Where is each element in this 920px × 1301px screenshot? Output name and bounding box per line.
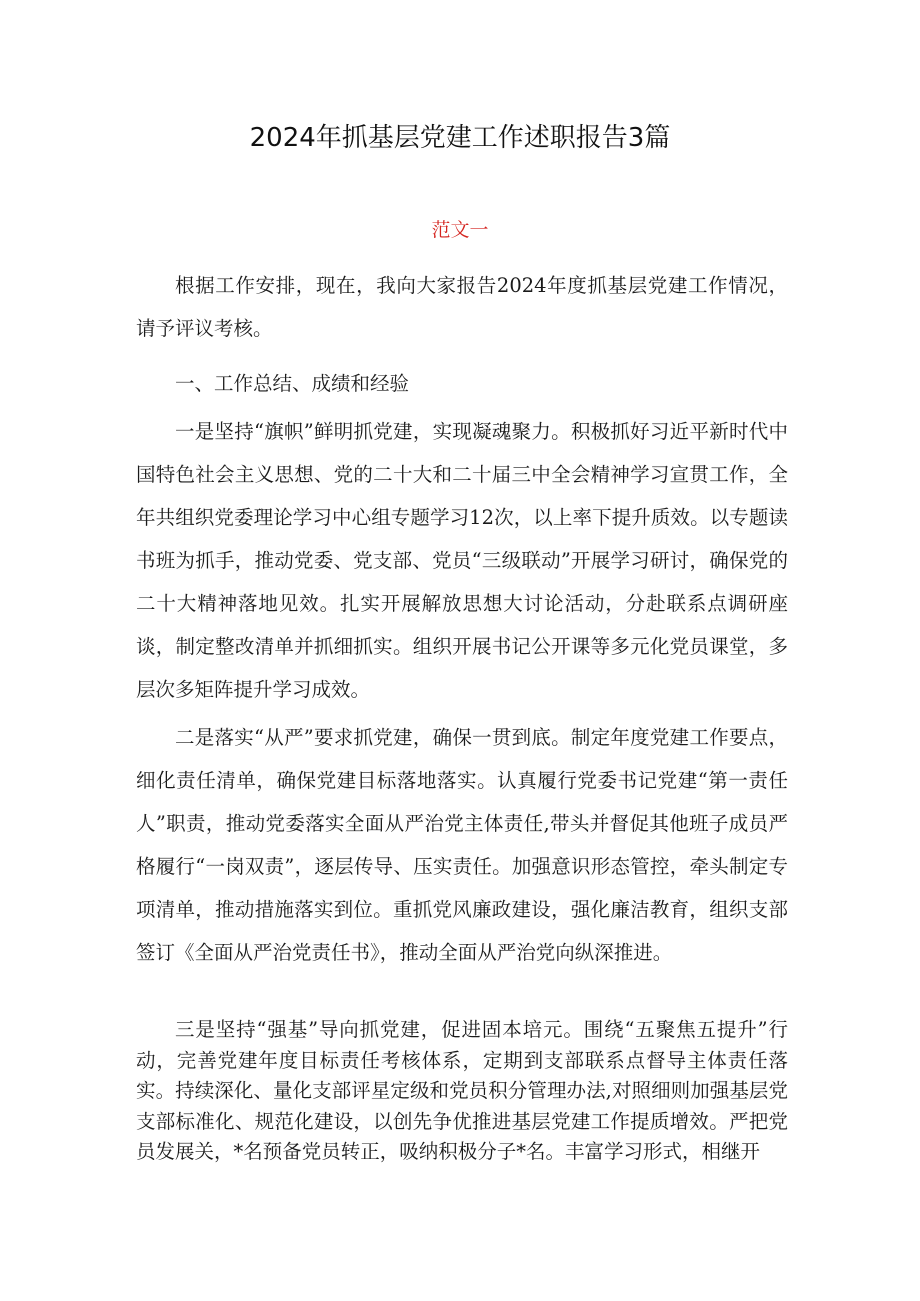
paragraph-text: 一是坚持“旗帜”鲜明抓党建，实现凝魂聚力。积极抓好习近平新时代中国特色社会主义思想、党的二十大和二十届三中全会精神学习宣贯工作，全年共组织党委理论学习中心组专题学习12次，以上率下提升质效。以专题读书班为抓手，推动党委、党支部、党员“三级联动”开展学习研讨，确保党的二十大精神落地见效。扎实开展解放思想大讨论活动，分赴联系点调研座谈，制定整改清单并抓细抓实。组织开展书记公开课等多元化党员课堂，多层次多矩阵提升学习成效。 bbox=[136, 420, 788, 701]
paragraph-point-1 bbox=[136, 410, 788, 711]
document-title: 2024年抓基层党建工作述职报告3篇 bbox=[249, 123, 671, 153]
paragraph-heading-1 bbox=[136, 362, 788, 405]
section-label: 范文一 bbox=[431, 219, 489, 241]
paragraph-point-3 bbox=[136, 1015, 788, 1168]
paragraph-text: 三是坚持“强基”导向抓党建，促进固本培元。围绕“五聚焦五提升”行动，完善党建年度目标责任考核体系，定期到支部联系点督导主体责任落实。持续深化、量化支部评星定级和党员积分管理办法,对照细则加强基层党支部标准化、规范化建设，以创先争优推进基层党建工作提质增效。严把党员发展关，*名预备党员转正，吸纳积极分子*名。丰富学习形式，相继开 bbox=[136, 1018, 788, 1163]
paragraph-point-2 bbox=[136, 716, 788, 974]
paragraph-text: 一、工作总结、成绩和经验 bbox=[175, 372, 410, 395]
paragraph-intro bbox=[136, 264, 788, 350]
paragraph-text: 根据工作安排，现在，我向大家报告2024年度抓基层党建工作情况，请予评议考核。 bbox=[136, 274, 788, 340]
paragraph-text: 二是落实“从严”要求抓党建，确保一贯到底。制定年度党建工作要点，细化责任清单，确保党建目标落地落实。认真履行党委书记党建“第一责任人”职责，推动党委落实全面从严治党主体责任,带头并督促其他班子成员严格履行“一岗双责”，逐层传导、压实责任。加强意识形态管控，牵头制定专项清单，推动措施落实到位。重抓党风廉政建设，强化廉洁教育，组织支部签订《全面从严治党责任书》，推动全面从严治党向纵深推进。 bbox=[136, 726, 788, 964]
